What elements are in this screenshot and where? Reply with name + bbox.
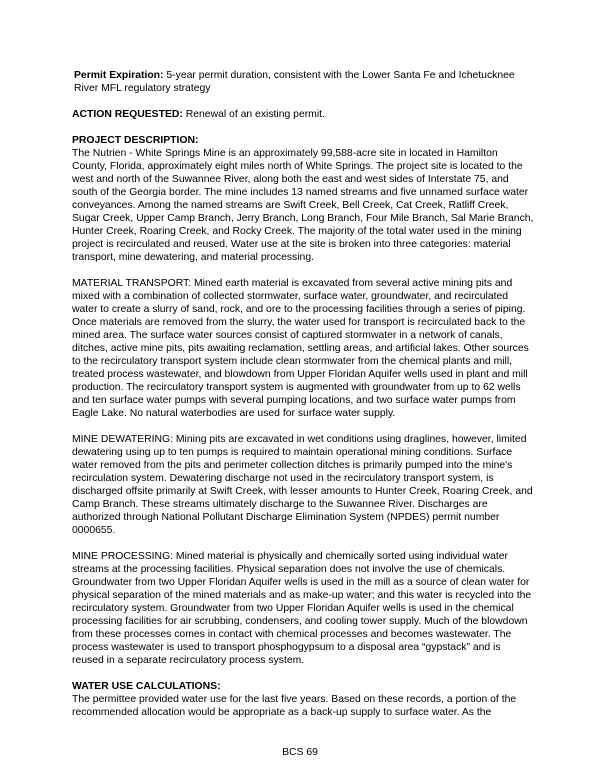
action-requested-paragraph bbox=[72, 108, 534, 121]
permit-expiration-paragraph bbox=[72, 69, 534, 95]
permit-expiration-text: 5-year permit duration, consistent with the Lower Santa Fe and Ichetucknee River MFL regulatory strategy bbox=[74, 70, 515, 94]
permit-expiration-label: Permit Expiration: bbox=[74, 70, 164, 81]
mine-processing-paragraph: MINE PROCESSING: Mined material is physically and chemically sorted using individual water streams at the processing facilities. Physical separation does not involve the use of chemicals. Groundwater from two Upper Floridan Aquifer wells is used in the mill as a source of clean water for physical separation of the mined materials and as make-up water; and this water is recycled into the recirculatory system. Groundwater from two Upper Floridan Aquifer wells is used in the chemical processing facilities for air scrubbing, condensers, and cooling tower supply. Much of the blowdown from these processes comes in contact with chemical processes and becomes wastewater. The process wastewater is used to transport phosphogypsum to a disposal area “gypstack” and is reused in a separate recirculatory process system. bbox=[72, 551, 532, 666]
action-requested-text: Renewal of an existing permit. bbox=[182, 109, 325, 120]
page-number: BCS 69 bbox=[282, 747, 318, 758]
page-content bbox=[72, 69, 534, 719]
action-requested-label: ACTION REQUESTED: bbox=[72, 109, 183, 120]
project-description-body: The Nutrien - White Springs Mine is an approximately 99,588-acre site in located in Hamilton County, Florida, approximately eight miles north of White Springs. The project site is located to the west and north of the Suwannee River, along both the east and west sides of Interstate 75, and south of the Georgia border. The mine includes 13 named streams and five unnamed surface water conveyances. Among the named streams are Swift Creek, Bell Creek, Cat Creek, Ratliff Creek, Sugar Creek, Upper Camp Branch, Jerry Branch, Long Branch, Four Mile Branch, Sal Marie Branch, Hunter Creek, Roaring Creek, and Rocky Creek. The majority of the total water used in the mining project is recirculated and reused. Water use at the site is broken into three categories: material transport, mine dewatering, and material processing. bbox=[72, 148, 534, 263]
water-use-calculations-heading: WATER USE CALCULATIONS: bbox=[72, 681, 221, 692]
project-description-heading: PROJECT DESCRIPTION: bbox=[72, 135, 199, 146]
mine-dewatering-paragraph: MINE DEWATERING: Mining pits are excavated in wet conditions using draglines, however, limited dewatering using up to ten pumps is required to maintain operational mining conditions. Surface water removed from the pits and perimeter collection ditches is primarily pumped into the mine's recirculation system. Dewatering discharge not used in the recirculatory transport system, is discharged offsite primarily at Swift Creek, with lesser amounts to Hunter Creek, Roaring Creek, and Camp Branch. These streams ultimately discharge to the Suwannee River. Discharges are authorized through National Pollutant Discharge Elimination System (NPDES) permit number 0000655. bbox=[72, 434, 533, 536]
material-transport-paragraph: MATERIAL TRANSPORT: Mined earth material is excavated from several active mining pits and mixed with a combination of collected stormwater, surface water, groundwater, and recirculated water to create a slurry of sand, rock, and ore to the processing facilities through a series of piping. Once materials are removed from the slurry, the water used for transport is recirculated back to the mined area. The surface water sources consist of captured stormwater in a network of canals, ditches, active mine pits, pits awaiting reclamation, settling areas, and artificial lakes. Other sources to the recirculatory transport system include clean stormwater from the chemical plants and mill, treated process wastewater, and blowdown from Upper Floridan Aquifer wells used in plant and mill production. The recirculatory transport system is augmented with groundwater from up to 62 wells and ten surface water pumps with several pumping locations, and two surface water pumps from Eagle Lake. No natural waterbodies are used for surface water supply. bbox=[72, 278, 529, 419]
water-use-calculations-body: The permittee provided water use for the last five years. Based on these records, a portion of the recommended allocation would be appropriate as a back-up supply to surface water. As the bbox=[72, 694, 517, 718]
